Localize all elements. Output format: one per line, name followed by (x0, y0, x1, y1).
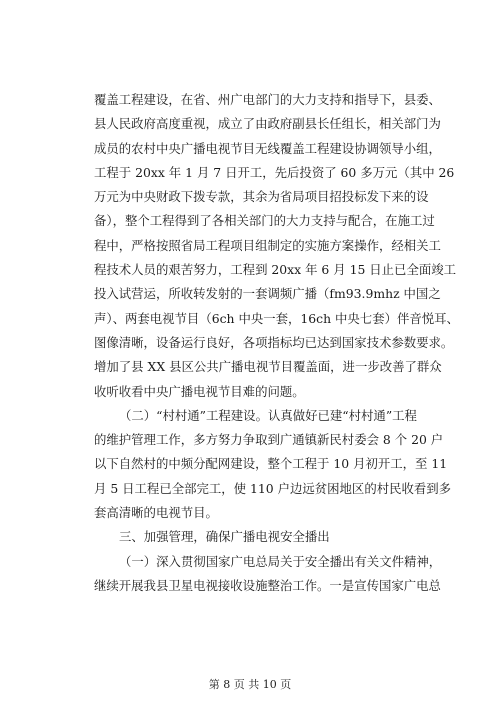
text-line: （一）深入贯彻国家广电总局关于安全播出有关文件精神， (119, 553, 442, 569)
text-line: 继续开展我县卫星电视接收设施整治工作。一是宣传国家广电总 (94, 577, 441, 593)
text-line: 程技术人员的艰苦努力，工程到 20xx 年 6 月 15 日止已全面竣工 (94, 262, 457, 278)
text-line: 套高清晰的电视节目。 (94, 505, 218, 521)
text-line: 县人民政府高度重视，成立了由政府副县长任组长，相关部门为 (94, 116, 441, 132)
text-line: 万元为中央财政下拨专款，其余为省局项目招投标发下来的设 (94, 189, 429, 205)
document-body (94, 88, 459, 598)
text-line: 增加了县 XX 县区公共广播电视节目覆盖面，进一步改善了群众 (94, 359, 442, 375)
text-line: 以下自然村的中频分配网建设，整个工程于 10 月初开工，至 11 (94, 456, 448, 472)
text-line: 备），整个工程得到了各相关部门的大力支持与配合，在施工过 (94, 213, 435, 229)
text-line: 月 5 日工程已全部完工，使 110 户边远贫困地区的村民收看到多 (94, 480, 452, 496)
text-line: 的维护管理工作，多方努力争取到广通镇新民村委会 8 个 20 户 (94, 432, 444, 448)
page-number-footer: 第 8 页 共 10 页 (208, 678, 292, 691)
text-line: （二）“村村通”工程建设。认真做好已建“村村通”工程 (119, 407, 417, 423)
text-line: 程中，严格按照省局工程项目组制定的实施方案操作，经相关工 (94, 237, 441, 253)
text-line: 成员的农村中央广播电视节目无线覆盖工程建设协调领导小组， (94, 140, 441, 156)
text-line: 声）、两套电视节目（6ch 中央一套，16ch 中央七套）伴音悦耳、 (94, 310, 459, 326)
section-heading: 三、加强管理，确保广播电视安全播出 (119, 529, 330, 545)
text-line: 收听收看中央广播电视节目难的问题。 (94, 383, 305, 399)
text-line: 投入试营运，所收转发射的一套调频广播（fm93.9mhz 中国之 (94, 286, 441, 302)
text-line: 工程于 20xx 年 1 月 7 日开工，先后投资了 60 多万元（其中 26 (94, 164, 455, 180)
text-line: 覆盖工程建设，在省、州广电部门的大力支持和指导下，县委、 (94, 92, 441, 107)
text-line: 图像清晰，设备运行良好，各项指标均已达到国家技术参数要求。 (94, 334, 454, 350)
